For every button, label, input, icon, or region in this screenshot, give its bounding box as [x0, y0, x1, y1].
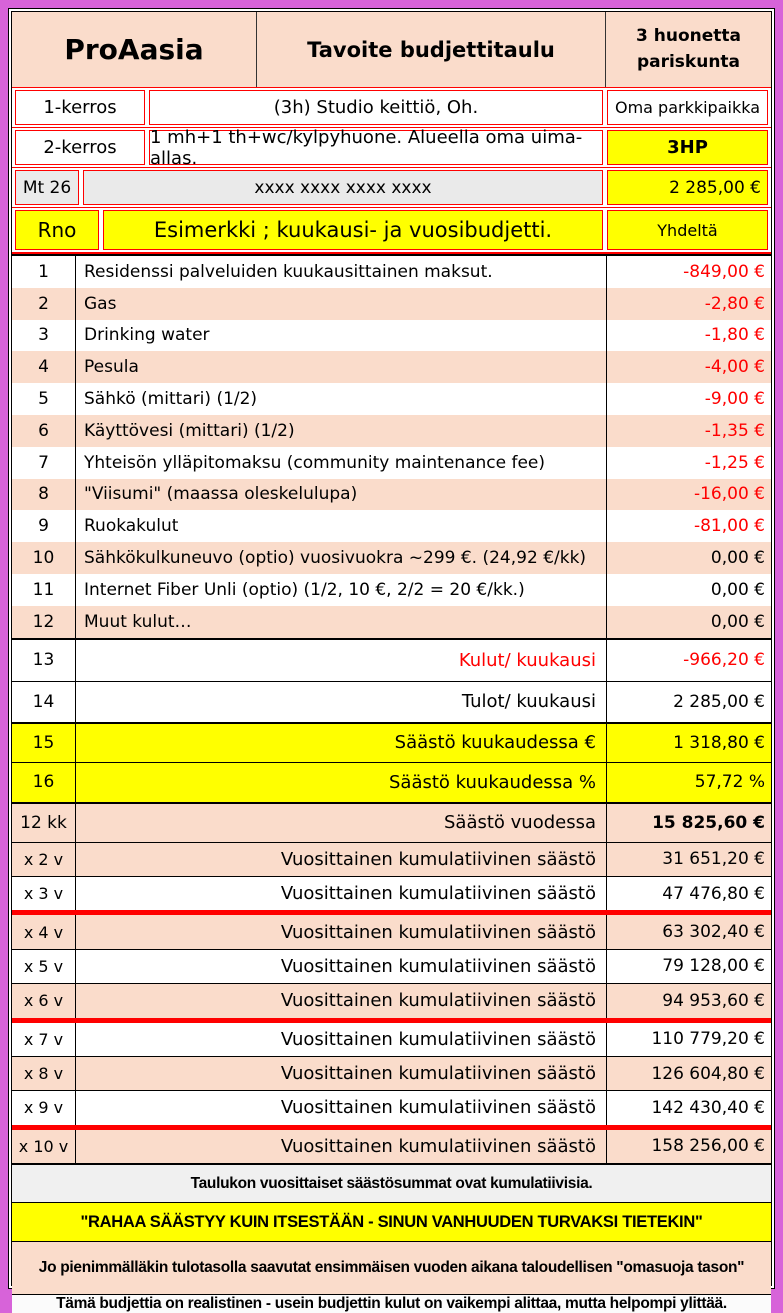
row-number: 12 [12, 606, 76, 638]
multiplier-label: x 8 v [12, 1057, 76, 1090]
floor2-description: 1 mh+1 th+wc/kylpyhuone. Alueella oma uima-allas. [149, 130, 603, 165]
multiplier-label: x 10 v [12, 1130, 76, 1163]
row-number: 5 [12, 383, 76, 415]
expense-row [12, 542, 771, 574]
expense-label: Sähkö (mittari) (1/2) [84, 389, 258, 410]
costs-per-month-value: -966,20 € [606, 640, 771, 681]
cumulative-label: Vuosittainen kumulatiivinen säästö [280, 1135, 596, 1157]
yearly-row-label: 12 kk [12, 804, 76, 842]
mt-row [12, 168, 771, 208]
cumulative-label: Vuosittainen kumulatiivinen säästö [280, 990, 596, 1012]
cumulative-value: 110 779,20 € [606, 1023, 771, 1056]
cumulative-row-x4 [12, 915, 771, 949]
savings-per-month-pct-row [12, 763, 771, 804]
row-number: 8 [12, 479, 76, 511]
cumulative-value: 47 476,80 € [606, 877, 771, 910]
expense-value: -4,00 € [606, 351, 771, 383]
cumulative-label: Vuosittainen kumulatiivinen säästö [280, 1097, 596, 1119]
multiplier-label: x 7 v [12, 1023, 76, 1056]
expense-label: Yhteisön ylläpitomaksu (community maintenance fee) [84, 452, 546, 473]
expense-row [12, 606, 771, 638]
savings-per-month-eur-value: 1 318,80 € [606, 724, 771, 762]
cumulative-value: 142 430,40 € [606, 1091, 771, 1124]
multiplier-label: x 9 v [12, 1091, 76, 1124]
cumulative-row-x7 [12, 1023, 771, 1057]
floor1-extra: Oma parkkipaikka [607, 90, 768, 125]
row-number: 4 [12, 351, 76, 383]
savings-per-month-pct-value: 57,72 % [606, 763, 771, 802]
cumulative-row-x8 [12, 1057, 771, 1091]
expense-row [12, 320, 771, 352]
expense-row [12, 510, 771, 542]
yearly-savings-label: Säästö vuodessa [443, 812, 596, 834]
expense-label: Drinking water [84, 325, 210, 346]
cumulative-value: 31 651,20 € [606, 843, 771, 876]
row-number: 13 [12, 640, 76, 681]
capacity-line1: 3 huonetta [636, 26, 741, 46]
expense-value: 0,00 € [606, 542, 771, 574]
cumulative-row-x3 [12, 877, 771, 915]
budget-sheet [8, 8, 775, 1313]
column-header: Yhdeltä [607, 210, 768, 250]
page-title: Tavoite budjettitaulu [257, 12, 606, 87]
cumulative-row-x5 [12, 950, 771, 984]
row-number: 6 [12, 415, 76, 447]
multiplier-label: x 6 v [12, 984, 76, 1017]
multiplier-label: x 5 v [12, 950, 76, 983]
cumulative-label: Vuosittainen kumulatiivinen säästö [280, 1063, 596, 1085]
costs-per-month-row [12, 638, 771, 682]
sheet-header-row [12, 12, 771, 88]
savings-per-month-eur-label: Säästö kuukaudessa € [394, 732, 596, 754]
row-number: 9 [12, 510, 76, 542]
expense-row [12, 574, 771, 606]
expense-label: Käyttövesi (mittari) (1/2) [84, 420, 295, 441]
expense-label: Sähkökulkuneuvo (optio) vuosivuokra ~299 €. (24,92 €/kk) [84, 548, 587, 569]
expense-value: -1,35 € [606, 415, 771, 447]
floor1-row [12, 88, 771, 128]
expense-value: 0,00 € [606, 606, 771, 638]
expense-value: -1,80 € [606, 320, 771, 352]
budget-header-row [12, 208, 771, 254]
note-cumulative-info: Taulukon vuosittaiset säästösummat ovat kumulatiivisia. [12, 1165, 771, 1203]
expense-row [12, 479, 771, 511]
floor2-row [12, 128, 771, 168]
floor1-label: 1-kerros [15, 90, 145, 125]
income-per-month-value: 2 285,00 € [606, 682, 771, 722]
row-number: 15 [12, 724, 76, 762]
floor2-label: 2-kerros [15, 130, 145, 165]
note-slogan: "RAHAA SÄÄSTYY KUIN ITSESTÄÄN - SINUN VANHUUDEN TURVAKSI TIETEKIN" [12, 1203, 771, 1242]
row-number: 7 [12, 447, 76, 479]
row-number: 11 [12, 574, 76, 606]
row-number: 3 [12, 320, 76, 352]
cumulative-label: Vuosittainen kumulatiivinen säästö [280, 1028, 596, 1050]
mt-amount: 2 285,00 € [607, 170, 768, 205]
cumulative-label: Vuosittainen kumulatiivinen säästö [280, 955, 596, 977]
cumulative-value: 63 302,40 € [606, 915, 771, 948]
budget-title: Esimerkki ; kuukausi- ja vuosibudjetti. [103, 210, 603, 250]
expense-row [12, 351, 771, 383]
expense-label: Pesula [84, 357, 139, 378]
note-realism: Tämä budjettia on realistinen - usein budjettin kulut on vaikempi alittaa, mutta helpompi ylittää. [12, 1295, 771, 1313]
income-per-month-label: Tulot/ kuukausi [461, 691, 596, 713]
expense-value: -81,00 € [606, 510, 771, 542]
cumulative-value: 94 953,60 € [606, 984, 771, 1017]
expense-row [12, 415, 771, 447]
floor1-description: (3h) Studio keittiö, Oh. [149, 90, 603, 125]
cumulative-row-x6 [12, 984, 771, 1022]
expense-label: "Viisumi" (maassa oleskelulupa) [84, 484, 358, 505]
row-number: 1 [12, 256, 76, 288]
note-income-level: Jo pienimmälläkin tulotasolla saavutat ensimmäisen vuoden aikana taloudellisen "omasuoja tason" [12, 1242, 771, 1295]
cumulative-value: 79 128,00 € [606, 950, 771, 983]
expense-value: -849,00 € [606, 256, 771, 288]
row-number: 10 [12, 542, 76, 574]
savings-per-month-eur-row [12, 724, 771, 763]
mt-masked-value: xxxx xxxx xxxx xxxx [83, 170, 603, 205]
expense-value: -16,00 € [606, 479, 771, 511]
cumulative-value: 158 256,00 € [606, 1130, 771, 1163]
cumulative-row-x2 [12, 843, 771, 877]
floor2-extra: 3HP [607, 130, 768, 165]
row-number: 16 [12, 763, 76, 802]
expense-row [12, 256, 771, 288]
expense-row [12, 288, 771, 320]
multiplier-label: x 3 v [12, 877, 76, 910]
cumulative-label: Vuosittainen kumulatiivinen säästö [280, 848, 596, 870]
cumulative-value: 126 604,80 € [606, 1057, 771, 1090]
expense-row [12, 383, 771, 415]
expense-label: Internet Fiber Unli (optio) (1/2, 10 €, 2/2 = 20 €/kk.) [84, 579, 525, 600]
expense-value: 0,00 € [606, 574, 771, 606]
expense-label: Gas [84, 293, 117, 314]
multiplier-label: x 4 v [12, 915, 76, 948]
brand-title: ProAasia [12, 12, 257, 87]
cumulative-label: Vuosittainen kumulatiivinen säästö [280, 921, 596, 943]
income-per-month-row [12, 682, 771, 724]
expense-row [12, 447, 771, 479]
yearly-savings-row [12, 804, 771, 843]
yearly-savings-value: 15 825,60 € [606, 804, 771, 842]
mt-label: Mt 26 [15, 170, 79, 205]
expense-value: -9,00 € [606, 383, 771, 415]
expense-label: Ruokakulut [84, 516, 179, 537]
cumulative-row-x9 [12, 1091, 771, 1129]
expense-value: -2,80 € [606, 288, 771, 320]
expense-value: -1,25 € [606, 447, 771, 479]
capacity-cell [606, 12, 771, 87]
row-number: 2 [12, 288, 76, 320]
capacity-line2: pariskunta [636, 51, 741, 72]
cumulative-row-x10 [12, 1130, 771, 1164]
expense-label: Muut kulut… [84, 611, 192, 632]
footer-notes [12, 1164, 771, 1313]
row-number: 14 [12, 682, 76, 722]
multiplier-label: x 2 v [12, 843, 76, 876]
costs-per-month-label: Kulut/ kuukausi [458, 649, 596, 671]
savings-per-month-pct-label: Säästö kuukaudessa % [389, 771, 596, 793]
expense-label: Residenssi palveluiden kuukausittainen maksut. [84, 261, 493, 282]
expense-table [12, 254, 771, 1164]
rno-header: Rno [15, 210, 99, 250]
cumulative-label: Vuosittainen kumulatiivinen säästö [280, 883, 596, 905]
